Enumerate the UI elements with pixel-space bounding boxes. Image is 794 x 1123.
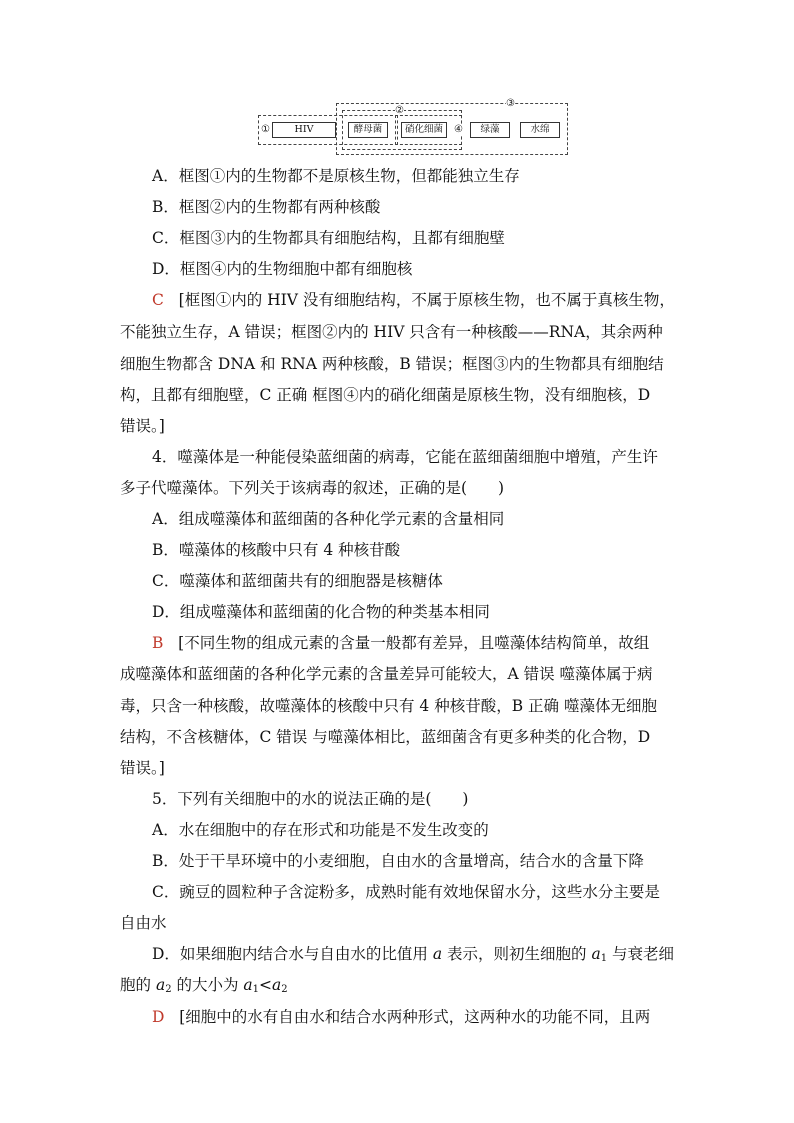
q4-explanation-line-1 xyxy=(152,633,649,653)
q3-explanation-line-4: 构，且都有细胞壁，C 正确 框图④内的硝化细菌是原核生物，没有细胞核，D xyxy=(120,386,651,404)
q3-explanation-line-1 xyxy=(152,290,675,310)
q3-explanation-line-2: 不能独立生存，A 错误；框图②内的 HIV 只含有一种核酸——RNA，其余两种 xyxy=(120,323,663,341)
q4-stem-line-2: 多子代噬藻体。下列关于该病毒的叙述，正确的是( ) xyxy=(120,479,505,497)
organism-spirogyra: 水绵 xyxy=(520,122,560,138)
q5-less-than: < xyxy=(259,976,273,994)
q4-explanation-line-2: 成噬藻体和蓝细菌的各种化学元素的含量差异可能较大，A 错误 噬藻体属于病 xyxy=(120,665,653,683)
q4-option-c: C．噬藻体和蓝细菌共有的细胞器是核糖体 xyxy=(152,572,443,590)
q5-sub-2-compare: 2 xyxy=(281,984,288,995)
q5-option-d-text-d: 胞的 xyxy=(120,976,156,994)
q3-explanation-line-3: 细胞生物都含 DNA 和 RNA 两种核酸，B 错误；框图③内的生物都具有细胞结 xyxy=(120,355,664,373)
q5-option-c-line-2: 自由水 xyxy=(120,914,167,932)
q5-explanation-text-1: [细胞中的水有自由水和结合水两种形式，这两种水的功能不同，且两 xyxy=(179,1008,651,1026)
q5-answer: D xyxy=(152,1008,165,1026)
q5-option-d-line-2 xyxy=(120,975,288,1000)
q4-explanation-line-5: 错误。] xyxy=(120,759,165,777)
q5-option-b: B．处于干旱环境中的小麦细胞，自由水的含量增高，结合水的含量下降 xyxy=(152,852,644,870)
q5-sub-1: 1 xyxy=(600,953,608,964)
q5-option-d-text-b: 表示，则初生细胞的 xyxy=(442,945,592,963)
classification-diagram xyxy=(258,96,568,156)
organism-nitrifying-bacteria: 硝化细菌 xyxy=(401,122,447,138)
organism-yeast: 酵母菌 xyxy=(348,122,388,138)
q5-option-c-line-1: C．豌豆的圆粒种子含淀粉多，成熟时能有效地保留水分，这些水分主要是 xyxy=(152,883,660,901)
q3-explanation-text-1: [框图①内的 HIV 没有细胞结构，不属于原核生物，也不属于真核生物， xyxy=(178,291,675,309)
frame-1-label: ① xyxy=(261,124,270,135)
q5-explanation-line-1 xyxy=(152,1007,650,1027)
q5-option-d-line-1 xyxy=(152,944,674,969)
q5-option-a: A．水在细胞中的存在形式和功能是不发生改变的 xyxy=(152,821,489,839)
q5-option-d-text-c: 与衰老细 xyxy=(607,945,675,963)
q5-sub-2: 2 xyxy=(165,984,172,995)
q4-answer: B xyxy=(152,634,164,652)
frame-3-label: ③ xyxy=(506,98,515,109)
q3-option-b: B．框图②内的生物都有两种核酸 xyxy=(152,198,381,216)
q3-option-c: C．框图③内的生物都具有细胞结构，且都有细胞壁 xyxy=(152,229,505,247)
q4-explanation-line-4: 结构，不含核糖体，C 错误 与噬藻体相比，蓝细菌含有更多种类的化合物，D xyxy=(120,728,651,746)
q5-sub-1-compare: 1 xyxy=(252,984,260,995)
q5-var-a: a xyxy=(432,945,443,963)
q3-option-a: A．框图①内的生物都不是原核生物，但都能独立生存 xyxy=(152,167,520,185)
q3-option-d: D．框图④内的生物细胞中都有细胞核 xyxy=(152,260,413,278)
q4-stem-line-1: 4．噬藻体是一种能侵染蓝细菌的病毒，它能在蓝细菌细胞中增殖，产生许 xyxy=(152,448,658,466)
q4-option-b: B．噬藻体的核酸中只有 4 种核苷酸 xyxy=(152,541,401,559)
q3-explanation-line-5: 错误。] xyxy=(120,417,165,435)
frame-4-label: ④ xyxy=(454,124,463,135)
frame-2-label: ② xyxy=(395,105,404,116)
q3-answer: C xyxy=(152,291,164,309)
q4-option-a: A．组成噬藻体和蓝细菌的各种化学元素的含量相同 xyxy=(152,510,505,528)
q5-var-a1: a xyxy=(591,945,601,963)
organism-hiv: HIV xyxy=(272,122,336,138)
q5-stem: 5．下列有关细胞中的水的说法正确的是( ) xyxy=(152,790,469,808)
q5-var-a1-compare: a xyxy=(243,976,253,994)
q4-explanation-text-1: [不同生物的组成元素的含量一般都有差异，且噬藻体结构简单，故组 xyxy=(178,634,650,652)
q4-option-d: D．组成噬藻体和蓝细菌的化合物的种类基本相同 xyxy=(152,603,490,621)
q5-var-a2-compare: a xyxy=(272,976,282,994)
q5-option-d-text-e: 的大小为 xyxy=(171,976,244,994)
organism-green-algae: 绿藻 xyxy=(470,122,510,138)
q5-option-d-text-a: D．如果细胞内结合水与自由水的比值用 xyxy=(152,945,433,963)
q5-var-a2: a xyxy=(155,976,166,994)
q4-explanation-line-3: 毒，只含一种核酸，故噬藻体的核酸中只有 4 种核苷酸，B 正确 噬藻体无细胞 xyxy=(120,697,657,715)
